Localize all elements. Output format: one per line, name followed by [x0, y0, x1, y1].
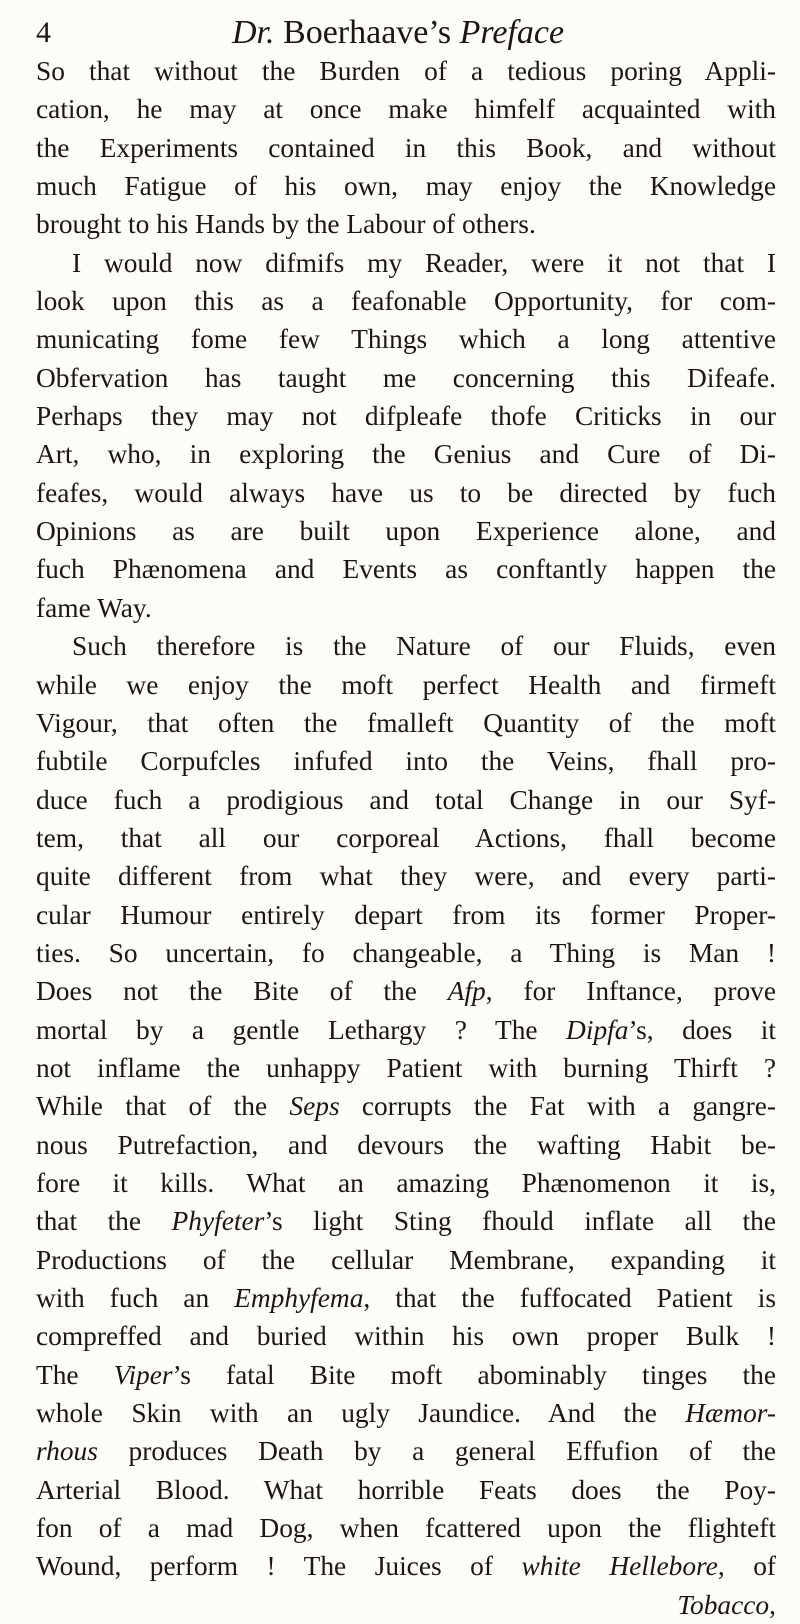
italic-term: Afp — [447, 976, 486, 1007]
italic-term: rhous — [36, 1436, 98, 1467]
text-run: Vigour, that often the fmalleft Quantity of the moft — [36, 707, 776, 738]
text-line — [36, 205, 776, 243]
text-run: that the — [36, 1206, 172, 1237]
text-line — [36, 1509, 776, 1547]
text-run: while we enjoy the moft perfect Health and firmeft — [36, 669, 776, 700]
text-run: The — [36, 1359, 114, 1390]
text-line — [36, 627, 776, 665]
text-line — [36, 666, 776, 704]
text-line — [36, 129, 776, 167]
text-run: So that without the Burden of a tedious poring Appli- — [36, 56, 776, 86]
page-header — [36, 10, 776, 54]
text-run: Productions of the cellular Membrane, expanding it — [36, 1244, 776, 1275]
text-run: much Fatigue of his own, may enjoy the Knowledge — [36, 171, 776, 202]
text-line — [36, 1087, 776, 1125]
text-line — [36, 1432, 776, 1470]
text-run: fubtile Corpufcles infufed into the Veins, fhall pro- — [36, 746, 776, 777]
text-run: municating fome few Things which a long attentive — [36, 324, 776, 355]
text-run: Obfervation has taught me concerning this Difeafe. — [36, 362, 776, 393]
text-run: cation, he may at once make himfelf acquainted with — [36, 94, 776, 125]
text-line — [36, 397, 776, 435]
text-line — [36, 1394, 776, 1432]
running-head-suffix: Preface — [459, 14, 565, 51]
text-run: , of — [717, 1551, 777, 1582]
text-line — [36, 1126, 776, 1164]
text-run: Wound, perform ! The Juices of — [36, 1551, 522, 1582]
text-line — [36, 781, 776, 819]
text-run: fuch Phænomena and Events as conftantly happen the — [36, 554, 776, 585]
italic-term: Seps — [289, 1091, 340, 1122]
text-run: not inflame the unhappy Patient with burning Thirft ? — [36, 1052, 776, 1083]
text-run: cular Humour entirely depart from its former Proper- — [36, 899, 776, 930]
running-head-name: Boerhaave’s — [274, 14, 460, 51]
text-run: with fuch an — [36, 1283, 235, 1313]
text-line — [36, 52, 776, 90]
text-run: brought to his Hands by the Labour of others. — [36, 209, 536, 240]
text-line — [36, 1202, 776, 1240]
text-run: whole Skin with an ugly Jaundice. And the — [36, 1398, 686, 1429]
text-run: Arterial Blood. What horrible Feats does the Poy- — [36, 1474, 776, 1505]
italic-term: Dipfa — [566, 1014, 629, 1045]
italic-term: Phyfeter — [171, 1206, 265, 1237]
italic-term: white Hellebore — [521, 1551, 718, 1582]
text-line — [36, 512, 776, 550]
body-text — [36, 52, 776, 1624]
text-run: corrupts the Fat with a gangre- — [339, 1091, 776, 1122]
text-run: Opinions as are built upon Experience alone, and — [36, 516, 776, 547]
text-line — [36, 244, 776, 282]
text-run: tem, that all our corporeal Actions, fhall become — [36, 822, 776, 853]
text-line — [36, 1356, 776, 1394]
text-run: look upon this as a feafonable Opportunity, for com- — [36, 286, 776, 317]
text-line — [36, 1547, 776, 1585]
text-run: While that of the — [36, 1091, 290, 1122]
text-line — [36, 1279, 776, 1317]
text-run: fon of a mad Dog, when fcattered upon the flighteft — [36, 1513, 776, 1544]
text-line — [36, 1164, 776, 1202]
text-run: , — [769, 1589, 776, 1620]
text-line — [36, 742, 776, 780]
italic-term: Viper — [113, 1359, 173, 1390]
text-line — [36, 167, 776, 205]
text-line — [36, 359, 776, 397]
text-run: nous Putrefaction, and devours the wafting Habit be- — [36, 1129, 776, 1160]
text-line — [36, 704, 776, 742]
text-line — [36, 90, 776, 128]
catchword: Tobacco — [677, 1589, 770, 1620]
text-line — [36, 282, 776, 320]
text-run: ’s fatal Bite moft abominably tinges the — [172, 1359, 776, 1390]
text-run: mortal by a gentle Lethargy ? The — [36, 1014, 567, 1045]
text-run: compreffed and buried within his own proper Bulk ! — [36, 1321, 776, 1352]
italic-term: Hæmor- — [685, 1398, 776, 1429]
text-run: Does not the Bite of the — [36, 976, 448, 1007]
text-line — [36, 320, 776, 358]
text-run: Such therefore is the Nature of our Fluids, even — [72, 631, 776, 662]
catchword-line — [36, 1586, 776, 1624]
text-run: ties. So uncertain, fo changeable, a Thing is Man ! — [36, 937, 776, 968]
text-line — [36, 589, 776, 627]
text-run: quite different from what they were, and every parti- — [36, 861, 776, 892]
text-run: I would now difmifs my Reader, were it not that I — [72, 247, 776, 278]
text-line — [36, 1011, 776, 1049]
text-run: feafes, would always have us to be directed by fuch — [36, 477, 776, 508]
text-run: Art, who, in exploring the Genius and Cure of Di- — [36, 439, 776, 470]
text-run: , that the fuffocated Patient is — [363, 1283, 776, 1313]
text-run: fame Way. — [36, 592, 152, 623]
text-line — [36, 1317, 776, 1355]
text-run: produces Death by a general Effufion of the — [97, 1436, 776, 1467]
text-run: ’s, does it — [628, 1014, 776, 1045]
text-line — [36, 896, 776, 934]
text-line — [36, 934, 776, 972]
page-number: 4 — [36, 16, 51, 49]
running-head-prefix: Dr. — [232, 14, 275, 51]
text-line — [36, 474, 776, 512]
text-run: the Experiments contained in this Book, and without — [36, 132, 776, 163]
text-line — [36, 435, 776, 473]
text-run: Perhaps they may not difpleafe thofe Criticks in our — [36, 401, 776, 432]
text-line — [36, 819, 776, 857]
text-line — [36, 550, 776, 588]
text-line — [36, 1049, 776, 1087]
text-run: duce fuch a prodigious and total Change in our Syf- — [36, 784, 776, 815]
text-line — [36, 972, 776, 1010]
text-line — [36, 857, 776, 895]
text-run: , for Inftance, prove — [485, 976, 776, 1007]
running-head — [232, 14, 564, 52]
italic-term: Emphyfema — [234, 1283, 364, 1313]
text-line — [36, 1471, 776, 1509]
text-run: ’s light Sting fhould inflate all the — [264, 1206, 776, 1237]
text-run: fore it kills. What an amazing Phænomenon it is, — [36, 1167, 776, 1198]
text-line — [36, 1241, 776, 1279]
